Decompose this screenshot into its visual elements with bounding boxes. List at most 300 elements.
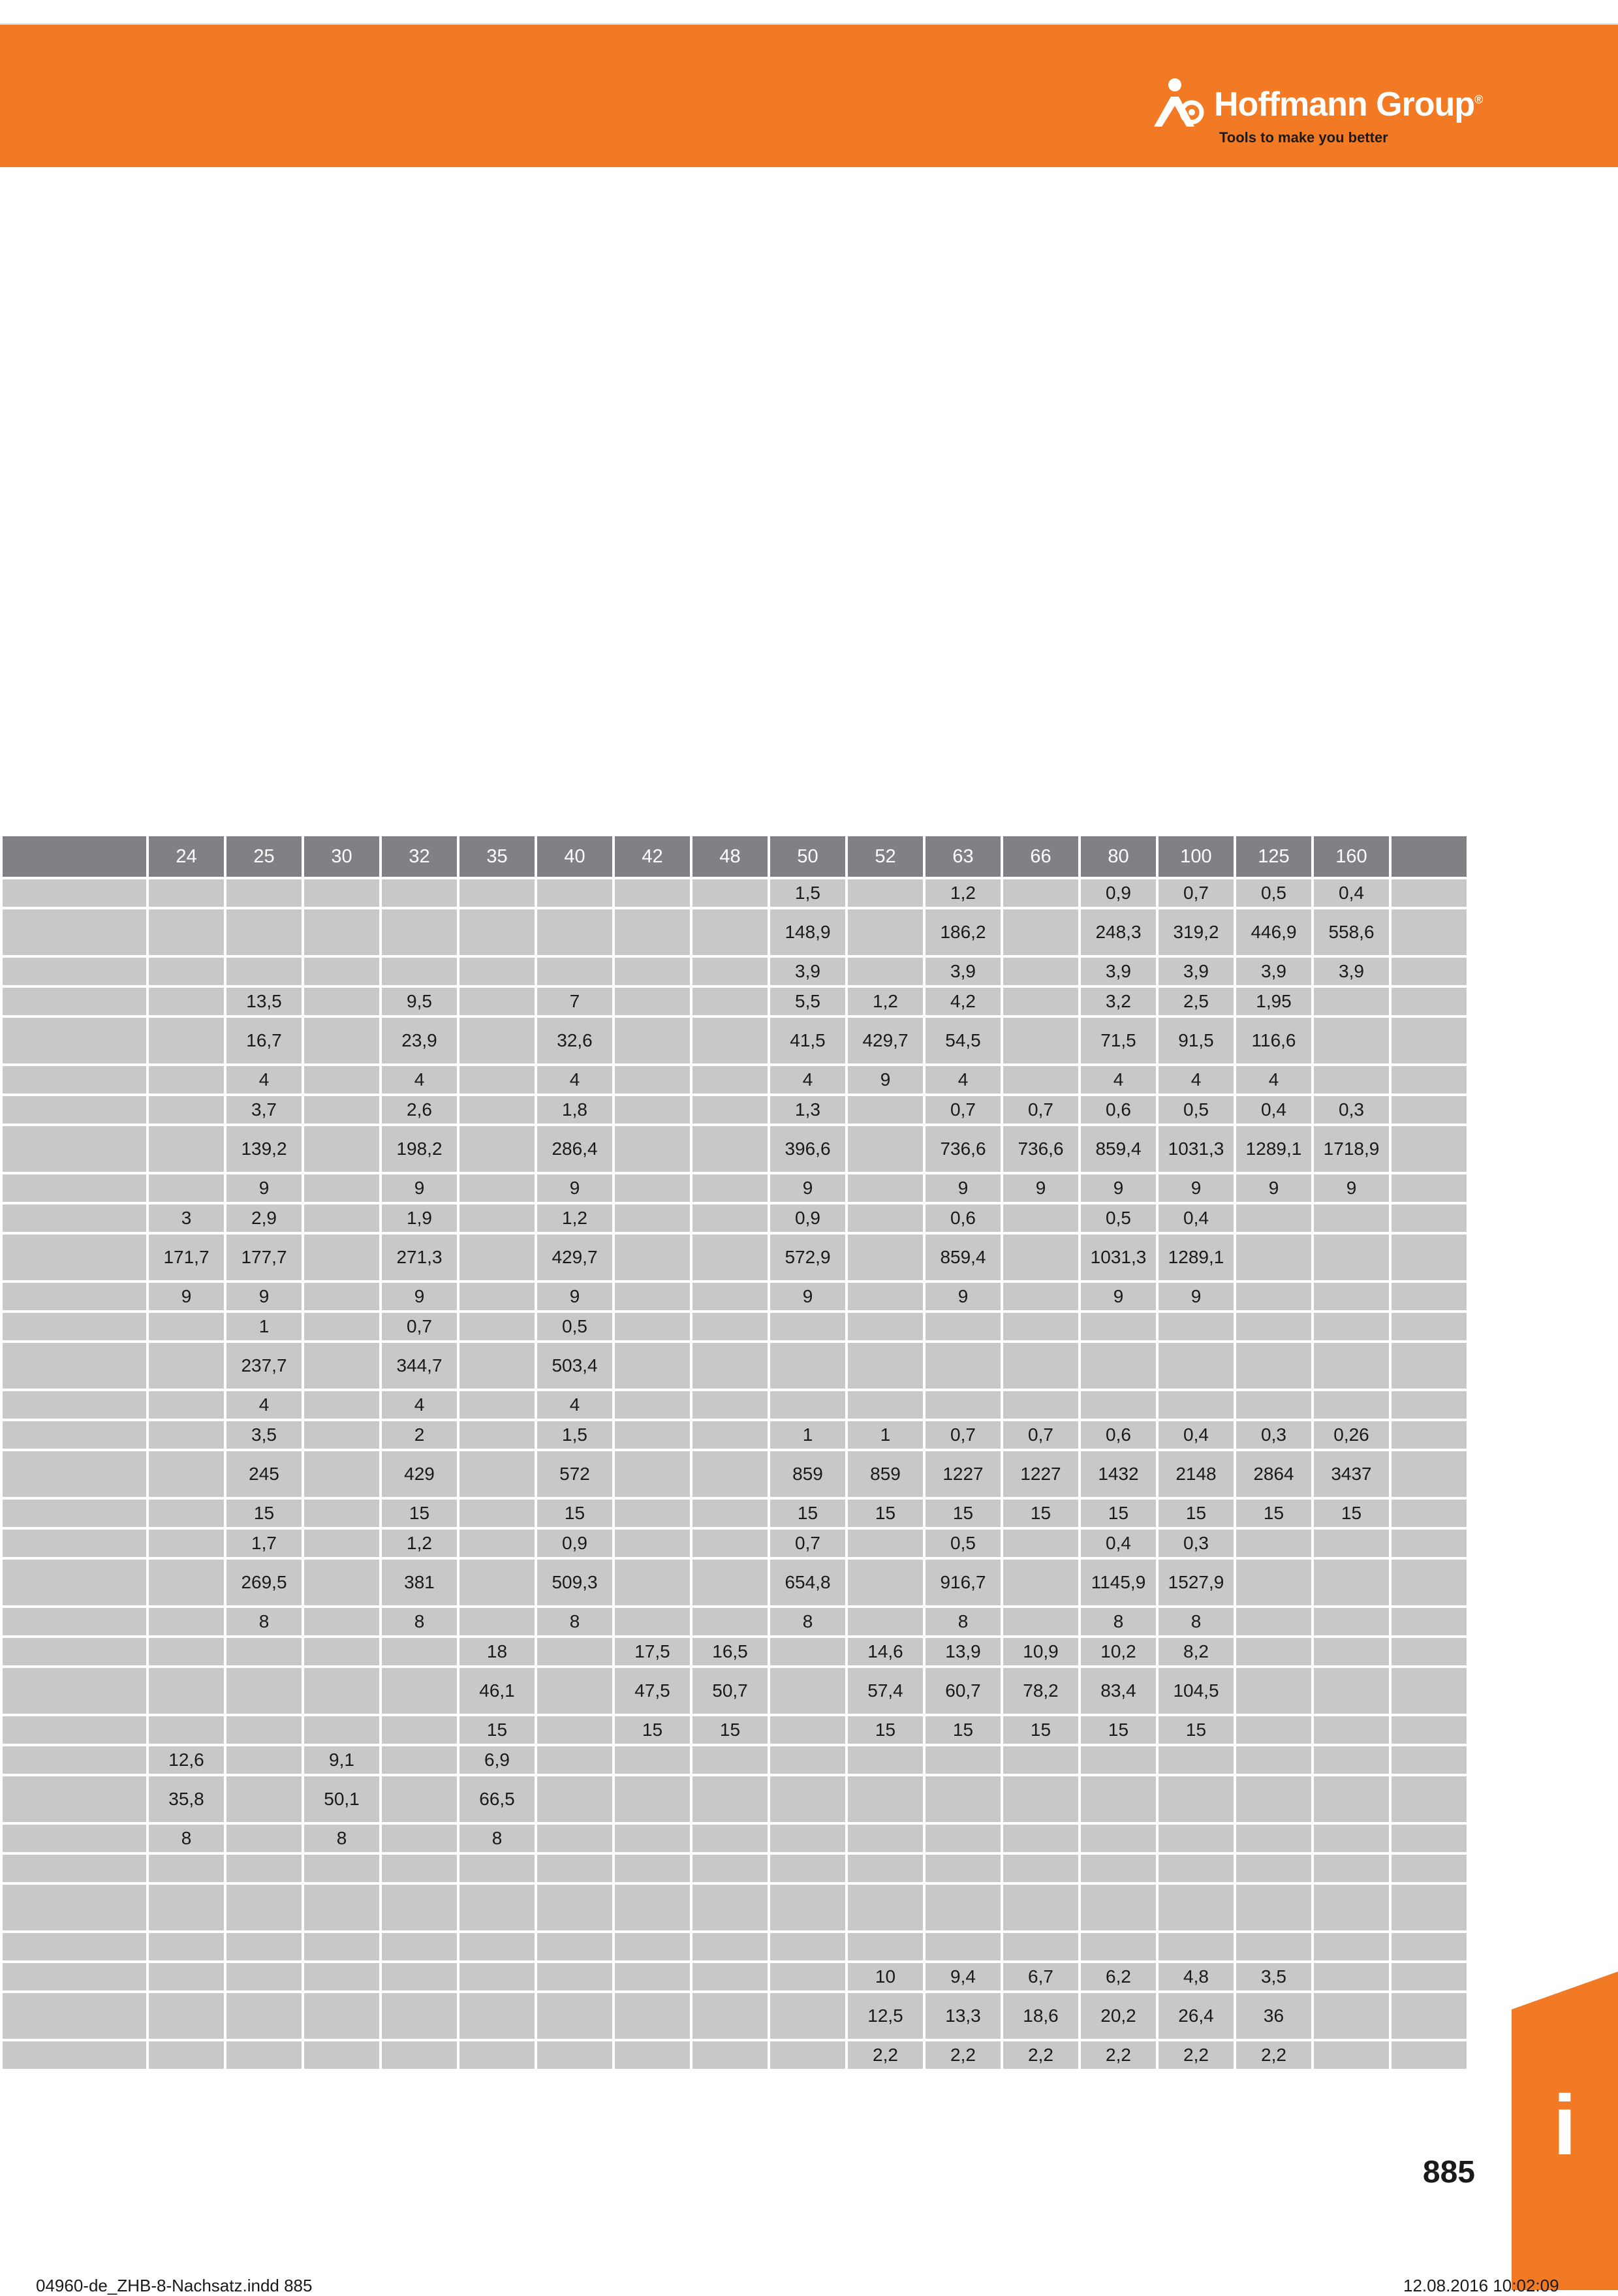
table-cell xyxy=(847,1233,924,1282)
table-cell xyxy=(1390,908,1468,956)
table-cell xyxy=(769,1962,847,1992)
table-cell xyxy=(458,1282,536,1312)
table-row xyxy=(1,908,1468,956)
table-cell xyxy=(924,1342,1002,1390)
table-cell xyxy=(691,1282,769,1312)
table-cell: 0,6 xyxy=(924,1203,1002,1233)
table-cell: 9 xyxy=(1157,1282,1235,1312)
table-cell: 83,4 xyxy=(1080,1667,1157,1715)
table-cell xyxy=(1157,1853,1235,1883)
table-cell xyxy=(847,1775,924,1823)
table-cell xyxy=(1313,1558,1390,1607)
table-cell xyxy=(1235,1823,1313,1853)
table-cell: 9 xyxy=(1080,1173,1157,1203)
table-cell xyxy=(769,1312,847,1342)
table-cell xyxy=(1,1498,148,1528)
table-cell: 15 xyxy=(614,1715,691,1745)
table-cell xyxy=(1313,1282,1390,1312)
table-cell: 2,2 xyxy=(1235,2040,1313,2070)
table-row xyxy=(1,1498,1468,1528)
table-cell: 9 xyxy=(536,1173,614,1203)
table-cell: 104,5 xyxy=(1157,1667,1235,1715)
table-cell: 0,7 xyxy=(924,1420,1002,1450)
table-cell xyxy=(691,1558,769,1607)
table-cell: 8 xyxy=(458,1823,536,1853)
table-cell xyxy=(1002,1016,1080,1065)
table-cell: 1289,1 xyxy=(1157,1233,1235,1282)
info-icon: i xyxy=(1553,2077,1577,2173)
table-cell xyxy=(225,1932,303,1962)
table-row xyxy=(1,1558,1468,1607)
table-cell: 0,3 xyxy=(1157,1528,1235,1558)
table-cell xyxy=(303,1342,381,1390)
table-cell xyxy=(1,1312,148,1342)
table-cell: 8,2 xyxy=(1157,1637,1235,1667)
column-header: 25 xyxy=(225,835,303,878)
table-cell: 9 xyxy=(924,1282,1002,1312)
table-cell xyxy=(614,1775,691,1823)
table-cell xyxy=(458,1016,536,1065)
table-cell: 1,8 xyxy=(536,1095,614,1125)
table-cell xyxy=(1390,1853,1468,1883)
table-cell: 60,7 xyxy=(924,1667,1002,1715)
table-cell: 3 xyxy=(148,1203,225,1233)
table-cell xyxy=(1235,1715,1313,1745)
table-row xyxy=(1,1637,1468,1667)
table-cell xyxy=(1002,1282,1080,1312)
table-cell xyxy=(148,1450,225,1498)
table-cell xyxy=(1,956,148,986)
table-row xyxy=(1,1667,1468,1715)
table-cell xyxy=(458,956,536,986)
table-cell xyxy=(1157,1932,1235,1962)
table-cell xyxy=(1002,1390,1080,1420)
table-cell: 2,9 xyxy=(225,1203,303,1233)
table-row xyxy=(1,1823,1468,1853)
table-cell xyxy=(614,1823,691,1853)
table-cell xyxy=(1080,1745,1157,1775)
table-cell xyxy=(924,1932,1002,1962)
table-cell xyxy=(1002,986,1080,1016)
table-cell xyxy=(1390,1450,1468,1498)
table-cell xyxy=(691,1450,769,1498)
column-header: 100 xyxy=(1157,835,1235,878)
column-header: 66 xyxy=(1002,835,1080,878)
table-cell xyxy=(847,1607,924,1637)
table-cell xyxy=(1080,1342,1157,1390)
table-cell: 26,4 xyxy=(1157,1992,1235,2040)
table-cell: 9 xyxy=(536,1282,614,1312)
table-cell: 177,7 xyxy=(225,1233,303,1282)
table-cell xyxy=(614,1745,691,1775)
table-cell: 46,1 xyxy=(458,1667,536,1715)
table-cell: 3,5 xyxy=(225,1420,303,1450)
table-cell xyxy=(1,1390,148,1420)
table-cell xyxy=(225,956,303,986)
table-cell xyxy=(225,1667,303,1715)
table-cell xyxy=(847,956,924,986)
table-cell xyxy=(1313,1065,1390,1095)
table-cell xyxy=(148,1342,225,1390)
table-cell xyxy=(1,1775,148,1823)
column-header: 35 xyxy=(458,835,536,878)
table-cell xyxy=(1,1667,148,1715)
table-cell xyxy=(1235,1558,1313,1607)
table-cell xyxy=(691,1883,769,1932)
table-cell xyxy=(1002,1065,1080,1095)
table-cell xyxy=(1390,1016,1468,1065)
table-cell: 3,9 xyxy=(1313,956,1390,986)
table-cell xyxy=(1390,1558,1468,1607)
table-cell xyxy=(1390,1233,1468,1282)
table-cell xyxy=(458,908,536,956)
table-cell: 4 xyxy=(769,1065,847,1095)
table-cell xyxy=(1390,1282,1468,1312)
table-cell xyxy=(1313,1853,1390,1883)
table-cell xyxy=(381,1853,458,1883)
table-row xyxy=(1,1715,1468,1745)
table-row xyxy=(1,1065,1468,1095)
table-cell: 15 xyxy=(847,1498,924,1528)
column-header: 24 xyxy=(148,835,225,878)
table-cell: 12,5 xyxy=(847,1992,924,2040)
table-cell: 736,6 xyxy=(924,1125,1002,1173)
table-cell xyxy=(1313,1667,1390,1715)
table-cell xyxy=(1002,1775,1080,1823)
table-cell xyxy=(1,1342,148,1390)
table-cell xyxy=(1,1607,148,1637)
table-cell: 9 xyxy=(1235,1173,1313,1203)
table-cell xyxy=(148,1715,225,1745)
table-cell xyxy=(148,1173,225,1203)
table-cell: 7 xyxy=(536,986,614,1016)
table-row xyxy=(1,2040,1468,2070)
table-cell: 0,7 xyxy=(769,1528,847,1558)
table-cell xyxy=(1002,1528,1080,1558)
table-cell xyxy=(225,1715,303,1745)
table-cell xyxy=(458,1203,536,1233)
table-cell xyxy=(1313,1992,1390,2040)
table-row xyxy=(1,1528,1468,1558)
table-cell xyxy=(1390,1528,1468,1558)
table-cell: 9 xyxy=(1080,1282,1157,1312)
table-cell xyxy=(303,986,381,1016)
table-cell xyxy=(1,986,148,1016)
table-cell xyxy=(614,1883,691,1932)
table-cell xyxy=(303,1637,381,1667)
table-cell xyxy=(691,2040,769,2070)
table-cell: 17,5 xyxy=(614,1637,691,1667)
brand-tagline: Tools to make you better xyxy=(1219,129,1388,146)
table-cell: 4,8 xyxy=(1157,1962,1235,1992)
table-cell xyxy=(691,1016,769,1065)
table-cell xyxy=(614,1095,691,1125)
table-cell xyxy=(148,1992,225,2040)
table-cell xyxy=(847,1125,924,1173)
table-cell xyxy=(847,878,924,908)
table-cell xyxy=(1,1016,148,1065)
table-cell xyxy=(769,1932,847,1962)
table-cell xyxy=(1157,1312,1235,1342)
table-cell xyxy=(1002,908,1080,956)
table-cell xyxy=(458,1883,536,1932)
table-cell xyxy=(303,1558,381,1607)
table-cell xyxy=(847,1203,924,1233)
table-cell: 509,3 xyxy=(536,1558,614,1607)
table-cell xyxy=(303,1282,381,1312)
table-cell xyxy=(1313,1775,1390,1823)
table-cell xyxy=(148,1498,225,1528)
table-cell: 572 xyxy=(536,1450,614,1498)
table-cell xyxy=(303,1016,381,1065)
table-cell xyxy=(1,1203,148,1233)
table-cell: 558,6 xyxy=(1313,908,1390,956)
column-header: 52 xyxy=(847,835,924,878)
table-cell: 15 xyxy=(1157,1498,1235,1528)
table-cell: 15 xyxy=(691,1715,769,1745)
table-cell xyxy=(536,1962,614,1992)
table-row xyxy=(1,1390,1468,1420)
table-cell xyxy=(769,1637,847,1667)
table-cell: 0,5 xyxy=(1235,878,1313,908)
table-cell xyxy=(1390,1095,1468,1125)
table-cell xyxy=(381,956,458,986)
table-cell xyxy=(1235,1233,1313,1282)
table-cell xyxy=(1080,1775,1157,1823)
table-cell: 1031,3 xyxy=(1080,1233,1157,1282)
table-cell: 2148 xyxy=(1157,1450,1235,1498)
table-cell: 9 xyxy=(148,1282,225,1312)
table-cell: 9 xyxy=(225,1282,303,1312)
table-cell xyxy=(1157,1342,1235,1390)
table-cell: 269,5 xyxy=(225,1558,303,1607)
table-cell xyxy=(1,1420,148,1450)
table-cell xyxy=(1313,1342,1390,1390)
table-cell xyxy=(303,1992,381,2040)
table-cell: 12,6 xyxy=(148,1745,225,1775)
table-cell xyxy=(303,1312,381,1342)
table-cell: 16,5 xyxy=(691,1637,769,1667)
table-cell xyxy=(1390,1498,1468,1528)
table-cell xyxy=(614,1342,691,1390)
table-cell xyxy=(458,1420,536,1450)
table-cell xyxy=(847,1745,924,1775)
table-cell xyxy=(1157,1745,1235,1775)
table-cell xyxy=(1,1637,148,1667)
table-cell: 4 xyxy=(1080,1065,1157,1095)
table-cell xyxy=(691,1528,769,1558)
table-cell xyxy=(1235,1637,1313,1667)
column-header: 63 xyxy=(924,835,1002,878)
table-cell: 8 xyxy=(381,1607,458,1637)
table-cell xyxy=(381,2040,458,2070)
table-cell: 9,1 xyxy=(303,1745,381,1775)
table-cell xyxy=(148,1065,225,1095)
table-cell: 248,3 xyxy=(1080,908,1157,956)
table-cell: 4 xyxy=(381,1390,458,1420)
table-row xyxy=(1,1853,1468,1883)
table-cell: 15 xyxy=(536,1498,614,1528)
table-cell: 9 xyxy=(381,1282,458,1312)
table-cell xyxy=(536,878,614,908)
table-cell: 8 xyxy=(924,1607,1002,1637)
table-cell xyxy=(847,1390,924,1420)
table-cell: 78,2 xyxy=(1002,1667,1080,1715)
table-cell: 1 xyxy=(769,1420,847,1450)
table-cell xyxy=(1313,986,1390,1016)
table-cell xyxy=(847,1823,924,1853)
table-cell: 654,8 xyxy=(769,1558,847,1607)
table-cell: 0,7 xyxy=(1002,1420,1080,1450)
table-cell: 429 xyxy=(381,1450,458,1498)
table-cell: 71,5 xyxy=(1080,1016,1157,1065)
table-cell xyxy=(381,1883,458,1932)
table-cell: 4 xyxy=(536,1065,614,1095)
table-cell: 3,5 xyxy=(1235,1962,1313,1992)
table-cell xyxy=(381,1715,458,1745)
table-cell: 148,9 xyxy=(769,908,847,956)
table-cell: 50,7 xyxy=(691,1667,769,1715)
column-header: 42 xyxy=(614,835,691,878)
table-cell xyxy=(924,1745,1002,1775)
table-cell xyxy=(769,1883,847,1932)
table-cell xyxy=(536,956,614,986)
table-cell: 8 xyxy=(1080,1607,1157,1637)
table-cell xyxy=(148,1558,225,1607)
table-cell xyxy=(1390,1775,1468,1823)
table-cell: 1,2 xyxy=(381,1528,458,1558)
table-cell: 2,6 xyxy=(381,1095,458,1125)
table-cell xyxy=(1002,1233,1080,1282)
table-cell xyxy=(614,908,691,956)
table-cell: 1,2 xyxy=(536,1203,614,1233)
table-row xyxy=(1,1312,1468,1342)
table-cell xyxy=(458,1932,536,1962)
table-cell: 344,7 xyxy=(381,1342,458,1390)
table-cell xyxy=(303,1173,381,1203)
table-cell xyxy=(303,1125,381,1173)
table-cell xyxy=(1235,1342,1313,1390)
table-cell xyxy=(614,1016,691,1065)
table-cell xyxy=(148,1607,225,1637)
table-cell xyxy=(303,878,381,908)
table-cell: 429,7 xyxy=(536,1233,614,1282)
table-cell xyxy=(1,1715,148,1745)
table-cell: 3,9 xyxy=(769,956,847,986)
table-cell xyxy=(1,1962,148,1992)
table-cell xyxy=(303,1853,381,1883)
table-cell xyxy=(769,1853,847,1883)
table-cell xyxy=(614,1498,691,1528)
table-cell: 3,9 xyxy=(1157,956,1235,986)
table-cell xyxy=(1002,1853,1080,1883)
table-cell xyxy=(847,1312,924,1342)
table-cell xyxy=(691,1342,769,1390)
table-cell xyxy=(1390,1065,1468,1095)
table-cell: 3,7 xyxy=(225,1095,303,1125)
info-side-tab xyxy=(1512,1972,1618,2290)
table-cell xyxy=(691,1745,769,1775)
table-cell xyxy=(691,986,769,1016)
table-cell xyxy=(1313,1312,1390,1342)
table-cell xyxy=(924,1883,1002,1932)
column-header xyxy=(1390,835,1468,878)
table-row xyxy=(1,1016,1468,1065)
table-cell xyxy=(1390,1203,1468,1233)
table-row xyxy=(1,1203,1468,1233)
table-cell xyxy=(847,1932,924,1962)
table-cell xyxy=(614,986,691,1016)
table-cell: 13,9 xyxy=(924,1637,1002,1667)
table-cell: 859,4 xyxy=(924,1233,1002,1282)
table-cell: 198,2 xyxy=(381,1125,458,1173)
data-table xyxy=(0,834,1469,2071)
table-cell xyxy=(614,1932,691,1962)
table-cell: 20,2 xyxy=(1080,1992,1157,2040)
table-cell xyxy=(691,878,769,908)
table-cell xyxy=(1235,1203,1313,1233)
table-cell xyxy=(536,1745,614,1775)
table-cell xyxy=(458,1558,536,1607)
table-cell xyxy=(1002,1745,1080,1775)
table-cell xyxy=(1313,1016,1390,1065)
table-cell: 1527,9 xyxy=(1157,1558,1235,1607)
table-cell: 18 xyxy=(458,1637,536,1667)
table-cell: 139,2 xyxy=(225,1125,303,1173)
table-cell: 57,4 xyxy=(847,1667,924,1715)
table-cell xyxy=(769,1823,847,1853)
table-cell: 0,5 xyxy=(536,1312,614,1342)
table-cell xyxy=(614,1125,691,1173)
table-cell: 6,7 xyxy=(1002,1962,1080,1992)
table-cell: 18,6 xyxy=(1002,1992,1080,2040)
table-cell: 3,9 xyxy=(924,956,1002,986)
table-cell: 1,95 xyxy=(1235,986,1313,1016)
table-cell xyxy=(381,1823,458,1853)
table-cell: 859 xyxy=(847,1450,924,1498)
table-cell: 15 xyxy=(769,1498,847,1528)
table-row xyxy=(1,1282,1468,1312)
table-cell xyxy=(1313,1715,1390,1745)
table-cell xyxy=(536,1715,614,1745)
table-cell: 0,26 xyxy=(1313,1420,1390,1450)
table-cell xyxy=(691,1498,769,1528)
table-cell: 286,4 xyxy=(536,1125,614,1173)
table-cell xyxy=(1390,1420,1468,1450)
table-cell xyxy=(1313,1883,1390,1932)
table-cell xyxy=(691,1607,769,1637)
table-cell xyxy=(769,1715,847,1745)
table-cell xyxy=(614,1065,691,1095)
table-cell xyxy=(614,1558,691,1607)
table-cell: 1718,9 xyxy=(1313,1125,1390,1173)
table-cell xyxy=(225,1823,303,1853)
table-cell xyxy=(1390,1715,1468,1745)
table-cell: 9 xyxy=(769,1173,847,1203)
table-cell xyxy=(458,1962,536,1992)
table-cell: 8 xyxy=(225,1607,303,1637)
table-cell xyxy=(691,908,769,956)
table-cell xyxy=(303,1715,381,1745)
table-cell xyxy=(303,908,381,956)
table-cell: 0,5 xyxy=(924,1528,1002,1558)
table-row xyxy=(1,1883,1468,1932)
table-cell: 245 xyxy=(225,1450,303,1498)
table-cell xyxy=(614,1173,691,1203)
table-cell: 4 xyxy=(1157,1065,1235,1095)
table-row xyxy=(1,1992,1468,2040)
table-cell: 1031,3 xyxy=(1157,1125,1235,1173)
